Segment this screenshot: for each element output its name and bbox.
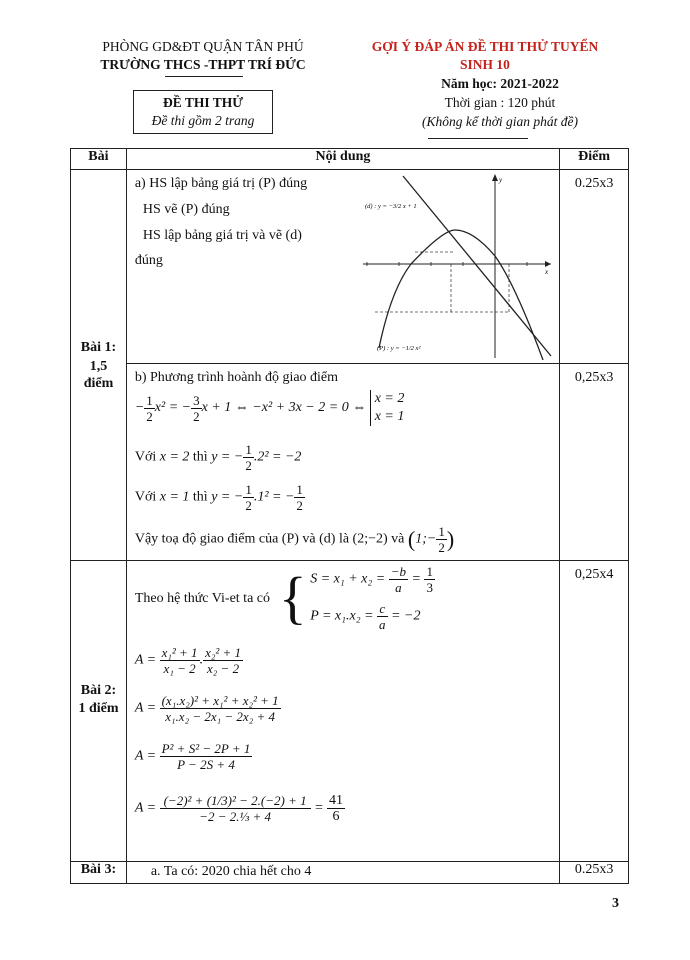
bai1a-content-cell (126, 170, 559, 364)
bai3-content: a. Ta có: 2020 chia hết cho 4 (150, 864, 312, 879)
bai3-content-cell (126, 862, 559, 884)
bai2-points: 1 điểm (78, 701, 119, 716)
bai1b-conclusion: Vậy toạ độ giao điểm của (P) và (d) là (2;−2) và (1;− $\frac{1}{2}$ ) (134, 524, 455, 555)
exam-box-subtitle: Đề thi gồm 2 trang (151, 113, 255, 128)
bai1b-x2-line: Với x = 2 thì y = − $\frac{1}{2}$ .2² = −2 (134, 442, 302, 473)
col-header-noidung: Nội dung (126, 149, 559, 170)
bai1a-line4: đúng (134, 253, 163, 268)
bai1-points-unit: điểm (83, 376, 114, 391)
bai1b-content-cell (126, 364, 559, 561)
exam-time-note: (Không kể thời gian phát đề) (421, 114, 579, 129)
page-number: 3 (612, 896, 619, 911)
bai2-vieta-line: Theo hệ thức Vi-et ta có (134, 591, 271, 606)
col-header-bai: Bài (71, 149, 127, 170)
answer-key-title: GỢI Ý ĐÁP ÁN ĐỀ THI THỬ TUYỂN (371, 39, 599, 54)
header-underline-right (428, 138, 528, 139)
bai2-label-cell (71, 561, 127, 862)
exam-box-title: ĐỀ THI THỬ (162, 95, 244, 110)
bai2-a-expand: A = $\frac{\text{(x₁.x₂)² + x₁² + x₂² + 1}}{\text{x₁.x₂ − 2x₁ − 2x₂ + 4}}$ (134, 693, 279, 724)
bai1a-score-cell (560, 170, 629, 364)
bai1b-equation: − $\frac{1}{2}$ x² = − $\frac{3}{2}$ x + 1 ⇔ −x² + 3x − 2 = 0 ⇔ x = 2 x = 1 (134, 391, 405, 424)
bai1b-line1: b) Phương trình hoành độ giao điểm (134, 370, 339, 385)
bai3-score-cell (560, 862, 629, 884)
bai1a-score: 0.25x3 (574, 176, 614, 191)
bai1-label: Bài 1: (80, 340, 117, 355)
graph-parabola-label: (P) : y = −1/2 x² (376, 345, 421, 352)
bai2-score: 0,25x4 (574, 567, 614, 582)
bai1a-line2: HS vẽ (P) đúng (142, 202, 230, 217)
bai2-a-value: A = $\frac{\text{(−2)² + (1/3)² − 2.(−2) + 1}}{\text{−2 − 2.⅓ + 4}}$ = $\frac{41}{6}$ (134, 793, 344, 824)
graph-line-label: (d) : y = −3/2 x + 1 (364, 203, 417, 210)
bai1a-line1: a) HS lập bảng giá trị (P) đúng (134, 176, 308, 191)
bai1b-score: 0,25x3 (574, 370, 614, 385)
exam-time: Thời gian : 120 phút (444, 95, 556, 110)
bai2-label: Bài 2: (80, 683, 117, 698)
department-name: PHÒNG GD&ĐT QUẬN TÂN PHÚ (102, 39, 304, 54)
bai2-score-cell (560, 561, 629, 862)
col-header-diem: Điểm (560, 149, 629, 170)
bai3-label: Bài 3: (80, 862, 117, 877)
school-name: TRƯỜNG THCS -THPT TRÍ ĐỨC (100, 57, 306, 72)
bai2-a-ps: A = $\frac{\text{P² + S² − 2P + 1}}{P - 2S + 4}$ (134, 741, 251, 772)
bai1b-score-cell (560, 364, 629, 561)
parabola-line-graph (355, 172, 555, 360)
bai2-a-def: A = $\frac{\text{x₁² + 1}}{\text{x₁ − 2}}$ . $\frac{\text{x₂² + 1}}{\text{x₂ − 2}}$ (134, 645, 242, 676)
exam-box (133, 90, 273, 134)
bai2-content-cell (126, 561, 559, 862)
bai3-score: 0.25x3 (574, 862, 614, 877)
bai1b-x1-line: Với x = 1 thì y = − $\frac{1}{2}$ .1² = − $\frac{1}{2}$ (134, 482, 303, 513)
graph-y-label: y (498, 176, 502, 184)
bai1-points: 1,5 (89, 359, 108, 374)
header-underline (165, 76, 243, 77)
answer-table (70, 148, 629, 884)
school-year: Năm học: 2021-2022 (441, 76, 559, 91)
graph-x-label: x (544, 268, 548, 276)
bai1-label-cell (71, 170, 127, 561)
bai2-vieta-system: { S = x₁ + x₂ = $\frac{-b}{a}$ = $\frac{1}{3}$ P = x₁.x₂ = $\frac{c}{a}$ = −2 (278, 564, 433, 632)
bai3-label-cell (71, 862, 127, 884)
bai1a-line3: HS lập bảng giá trị và vẽ (d) (142, 228, 302, 243)
answer-key-title-2: SINH 10 (460, 57, 510, 72)
